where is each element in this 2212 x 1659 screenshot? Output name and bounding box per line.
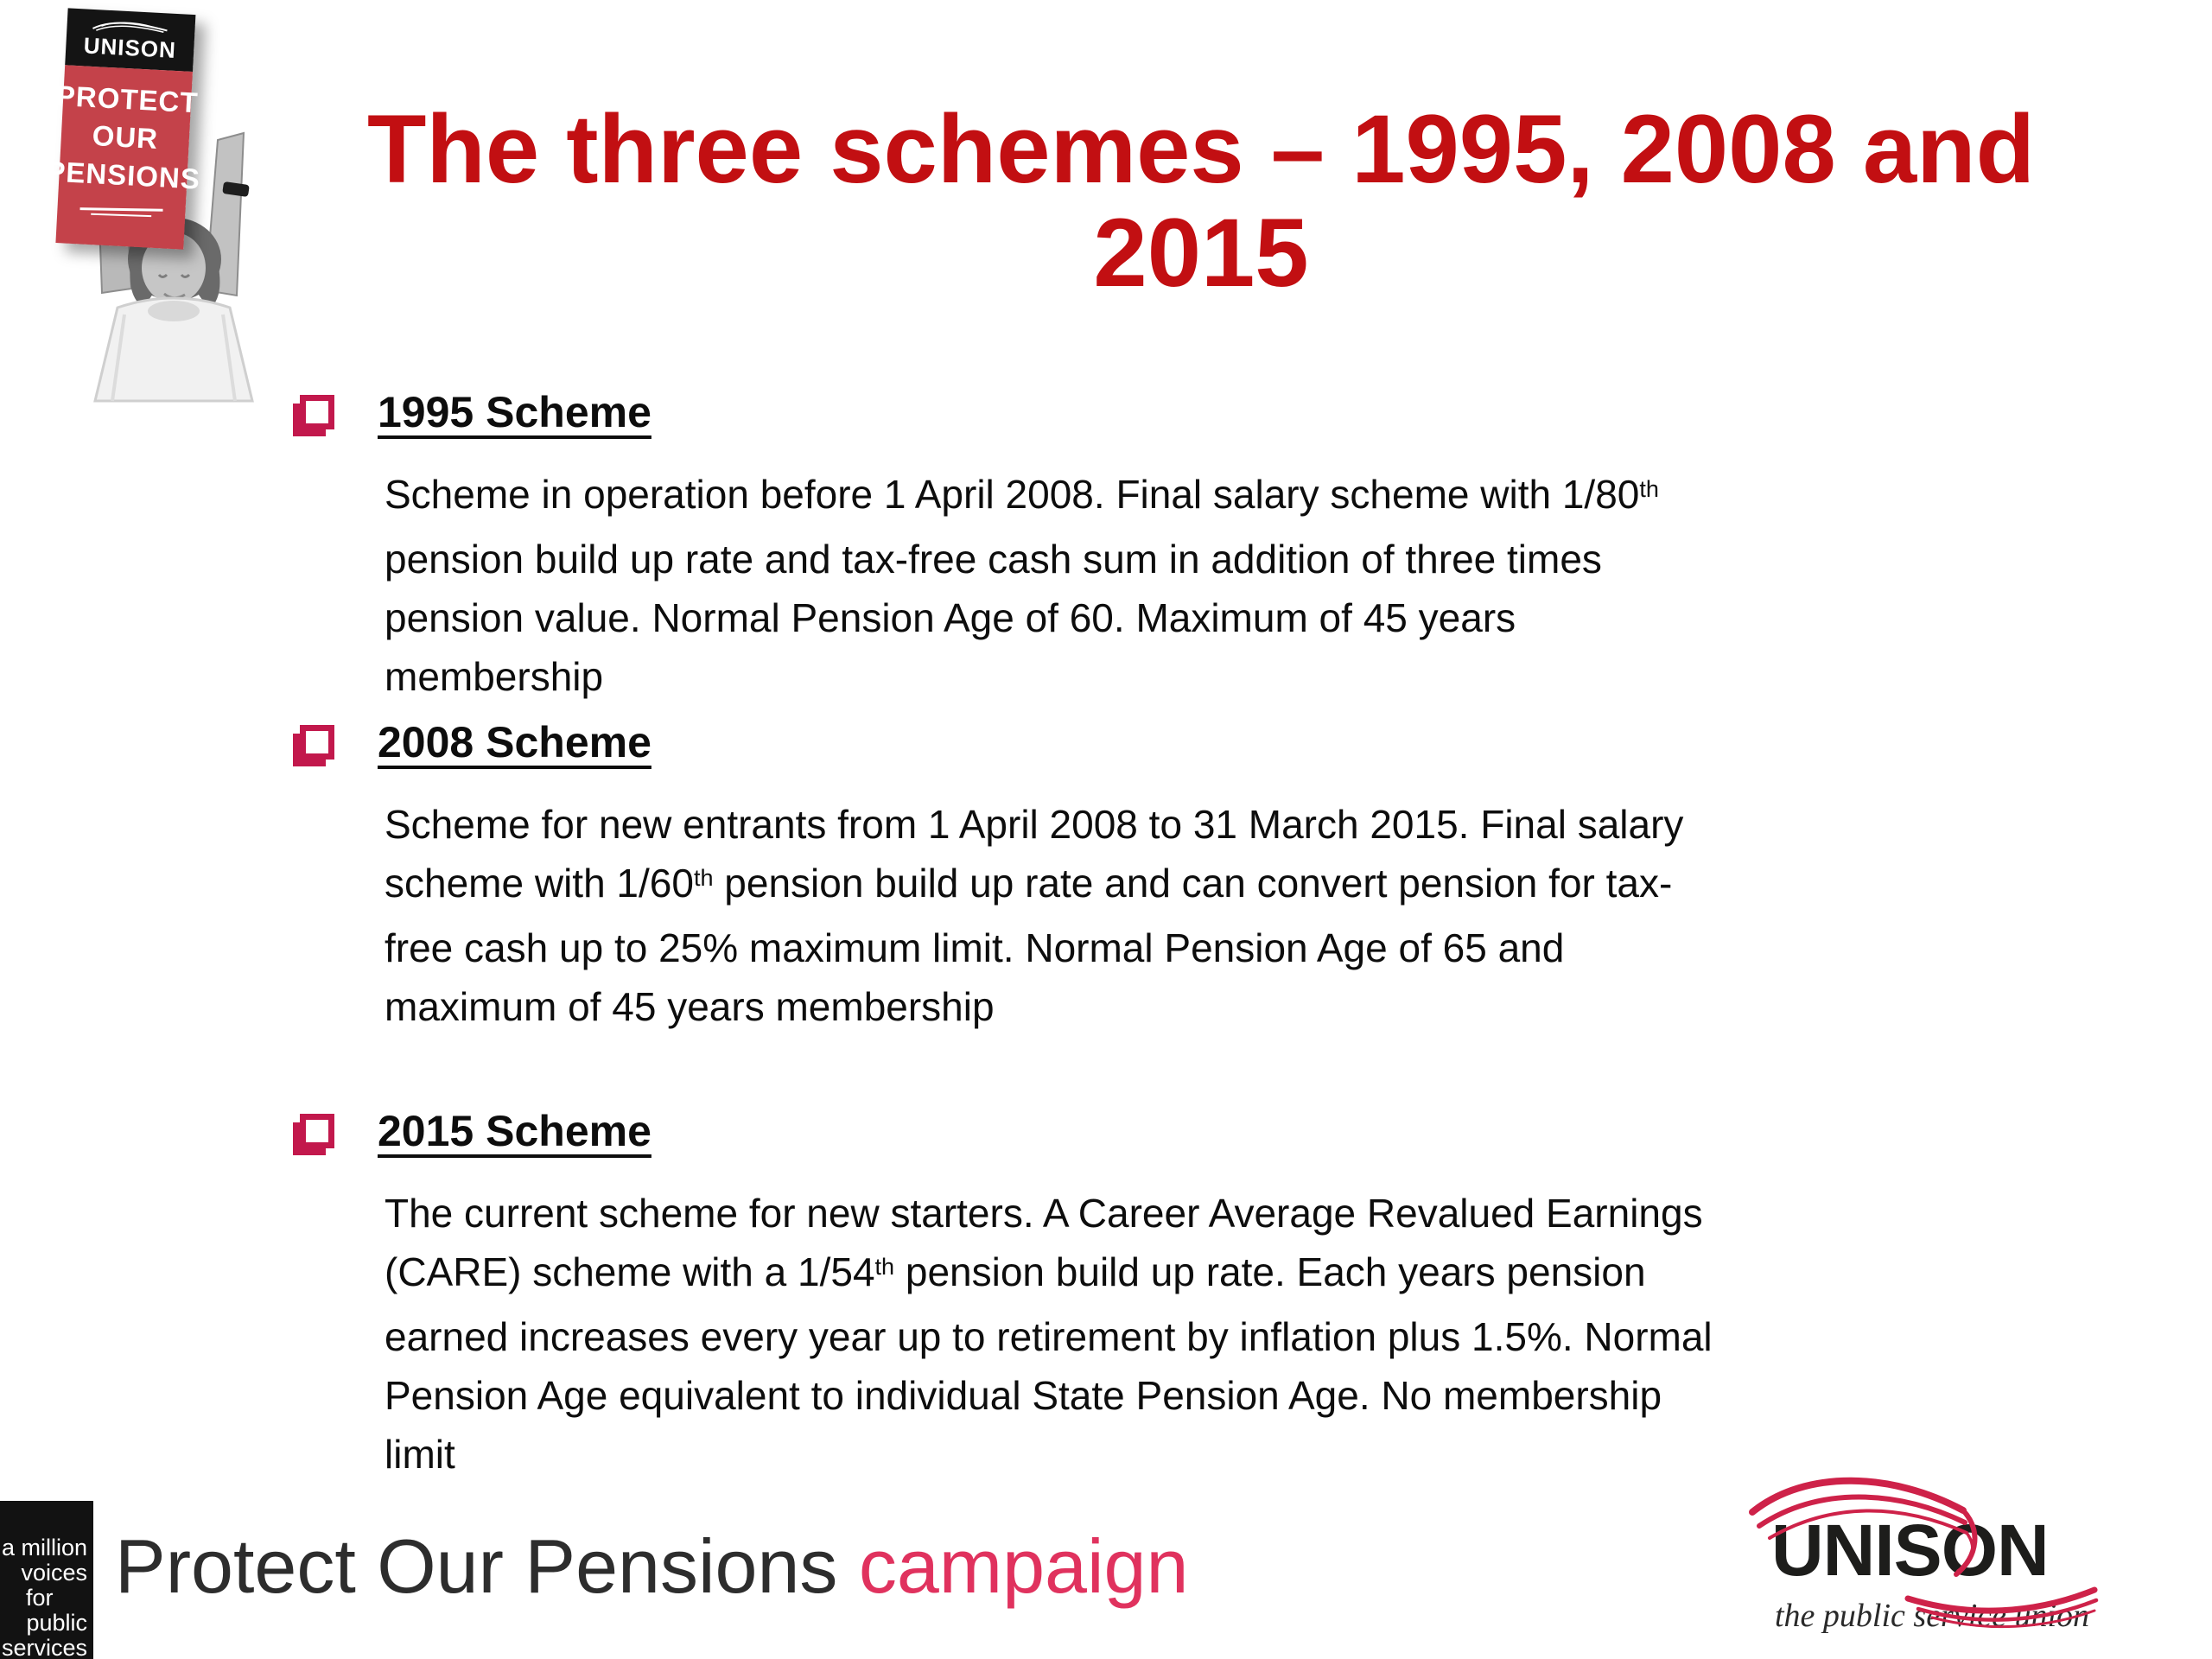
badge-line: for [26,1585,54,1611]
campaign-highlight: campaign [858,1523,1189,1609]
placard-underline [91,213,151,217]
superscript: th [693,864,714,891]
unison-wordmark: UNISON [1771,1510,2049,1591]
section-heading: 2015 Scheme [378,1107,652,1155]
badge-line: voices [21,1560,87,1586]
section-2008-scheme [298,717,1767,1036]
unison-swoosh-icon [1745,1459,2117,1653]
body-text: pension build up rate. Each years pension earned increases every year up to retirement by inflation plus 1.5%. Normal Pension Age equivalent to individual State Pension Age. No membership limit [385,1249,1713,1477]
superscript: th [874,1253,895,1280]
badge-line: public [26,1610,87,1636]
unison-tagline: the public service union [1775,1598,2090,1634]
placard-underline [80,207,163,212]
section-body [385,465,1732,706]
page-title: The three schemes – 1995, 2008 and 2015 [367,95,2035,308]
body-text: pension build up rate and can convert pension for tax-free cash up to 25% maximum limit. Normal Pension Age of 65 and maximum of 45 years membership [385,861,1673,1029]
million-voices-badge [0,1501,93,1659]
campaign-text: Protect Our Pensions [115,1523,838,1609]
placard-line: PENSIONS [45,155,201,195]
placard-brand: UNISON [83,31,177,63]
hero-image [45,3,287,405]
body-text: pension build up rate and tax-free cash sum in addition of three times pension value. Normal Pension Age of 60. Maximum of 45 years membership [385,537,1602,699]
section-2015-scheme [298,1106,1767,1484]
square-bullet-icon [300,1114,334,1148]
section-heading: 1995 Scheme [378,388,652,436]
badge-line: a million [1,1535,87,1560]
superscript: th [1639,475,1659,502]
campaign-strapline [115,1522,1188,1611]
placard-message [45,65,201,249]
placard-swoosh-icon [91,16,171,35]
section-body [385,795,1732,1036]
badge-line: services [1,1635,87,1659]
placard-line: PROTECT [55,79,200,119]
section-heading-row [298,387,1767,437]
section-1995-scheme [298,387,1767,706]
section-heading-row [298,717,1767,767]
section-body [385,1184,1732,1484]
body-text: Scheme in operation before 1 April 2008. Final salary scheme with 1/80 [385,472,1640,517]
placard-line: OUR [91,119,160,156]
square-bullet-icon [300,725,334,760]
placard-header [65,8,195,72]
square-bullet-icon [300,395,334,429]
body-text: The current scheme for new starters. A Career Average Revalued Earnings (CARE) scheme with a 1/54 [385,1191,1703,1294]
section-heading-row [298,1106,1767,1156]
body-text: Scheme for new entrants from 1 April 2008 to 31 March 2015. Final salary scheme with 1/60 [385,802,1684,906]
placard [45,8,201,249]
unison-logo [1745,1459,2117,1653]
section-heading: 2008 Scheme [378,718,652,766]
